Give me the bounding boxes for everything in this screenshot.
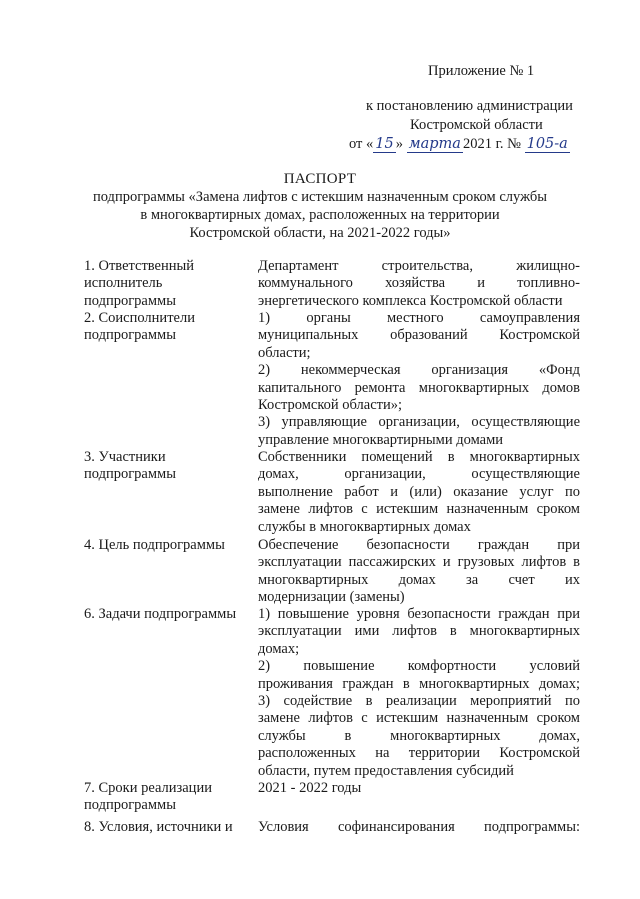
value-line: Костромской области»; — [258, 397, 403, 414]
label-line: 4. Цель подпрограммы — [84, 537, 225, 553]
label-line: 6. Задачи подпрограммы — [84, 606, 237, 622]
value-line: 3) содействие в реализации мероприятий по — [258, 693, 580, 710]
subtitle-line: подпрограммы «Замена лифтов с истекшим назначенным сроком службы — [92, 189, 548, 205]
value-line: Собственники помещений в многоквартирных — [258, 449, 580, 465]
row-7-value — [258, 780, 580, 797]
annex-reference-line-1: к постановлению администрации — [366, 98, 573, 114]
date-mid: » — [395, 136, 403, 152]
label-line: 8. Условия, источники и — [84, 819, 233, 835]
value-line: домах; — [258, 640, 300, 657]
value-line: коммунального хозяйства и топливно- — [258, 275, 580, 292]
date-year: 2021 г. № — [462, 136, 521, 152]
date-day-handwritten: 15 — [375, 136, 394, 152]
row-3-value — [258, 449, 580, 536]
date-prefix: от « — [349, 136, 374, 152]
value-line: Обеспечение безопасности граждан при — [258, 537, 580, 553]
value-line: замене лифтов с истекшим назначенным сроком — [258, 710, 580, 727]
value-line: модернизации (замены) — [258, 589, 405, 606]
row-8-value — [258, 819, 580, 836]
value-line: проживания граждан в многоквартирных домах; — [258, 675, 580, 692]
label-line: подпрограммы — [84, 797, 176, 814]
value-line: капитального ремонта многоквартирных домов — [258, 379, 580, 396]
value-line: эксплуатации ими лифтов в многоквартирных — [258, 623, 580, 640]
value-line: муниципальных образований Костромской — [258, 327, 580, 344]
row-3-label — [84, 449, 249, 484]
row-4-label — [84, 537, 249, 554]
annex-title: Приложение № 1 — [428, 63, 535, 79]
value-line: 1) повышение уровня безопасности граждан при — [258, 606, 580, 622]
value-line: энергетического комплекса Костромской области — [258, 292, 563, 309]
label-line: 3. Участники — [84, 449, 166, 465]
row-6-value — [258, 606, 580, 780]
value-line: замене лифтов с истекшим назначенным сроком — [258, 501, 580, 518]
value-line: многоквартирных домах за счет их — [258, 571, 580, 588]
row-8-label — [84, 819, 249, 836]
label-line: исполнитель — [84, 275, 163, 292]
subtitle-line: Костромской области, на 2021-2022 годы» — [189, 225, 451, 241]
row-4-value — [258, 537, 580, 607]
value-line: 3) управляющие организации, осуществляющие — [258, 414, 580, 431]
value-line: 2) некоммерческая организация «Фонд — [258, 362, 580, 379]
value-line: области, путем предоставления субсидий — [258, 762, 514, 779]
row-1-value — [258, 258, 580, 310]
row-7-label — [84, 780, 249, 815]
value-line: эксплуатации пассажирских и грузовых лифтов в — [258, 554, 580, 571]
annex-date-line — [349, 136, 570, 153]
decree-number-handwritten: 105-а — [526, 136, 568, 152]
label-line: подпрограммы — [84, 292, 176, 309]
passport-subtitle — [60, 188, 580, 242]
passport-title: ПАСПОРТ — [283, 171, 357, 187]
row-6-label — [84, 606, 249, 623]
value-line: 1) органы местного самоуправления — [258, 310, 580, 326]
row-2-value — [258, 310, 580, 449]
value-line: расположенных на территории Костромской — [258, 745, 580, 762]
value-line: Департамент строительства, жилищно- — [258, 258, 580, 274]
date-month-handwritten: марта — [408, 136, 461, 152]
value-line: 2) повышение комфортности условий — [258, 658, 580, 675]
value-line: службы в многоквартирных домах, — [258, 727, 580, 744]
row-2-label — [84, 310, 249, 345]
label-line: подпрограммы — [84, 327, 176, 344]
annex-reference-line-2: Костромской области — [410, 117, 543, 133]
label-line: 1. Ответственный — [84, 258, 195, 274]
value-line: 2021 - 2022 годы — [258, 780, 362, 796]
value-line: области; — [258, 344, 311, 361]
value-line: Условия софинансирования подпрограммы: — [258, 819, 580, 835]
row-1-label — [84, 258, 249, 310]
value-line: домах, организации, осуществляющие — [258, 466, 580, 483]
subtitle-line: в многоквартирных домах, расположенных на территории — [140, 207, 500, 223]
value-line: службы в многоквартирных домах — [258, 518, 471, 535]
label-line: подпрограммы — [84, 466, 176, 483]
value-line: управление многоквартирными домами — [258, 431, 504, 448]
label-line: 7. Сроки реализации — [84, 780, 212, 796]
value-line: выполнение работ и (или) оказание услуг по — [258, 483, 580, 500]
label-line: 2. Соисполнители — [84, 310, 195, 326]
